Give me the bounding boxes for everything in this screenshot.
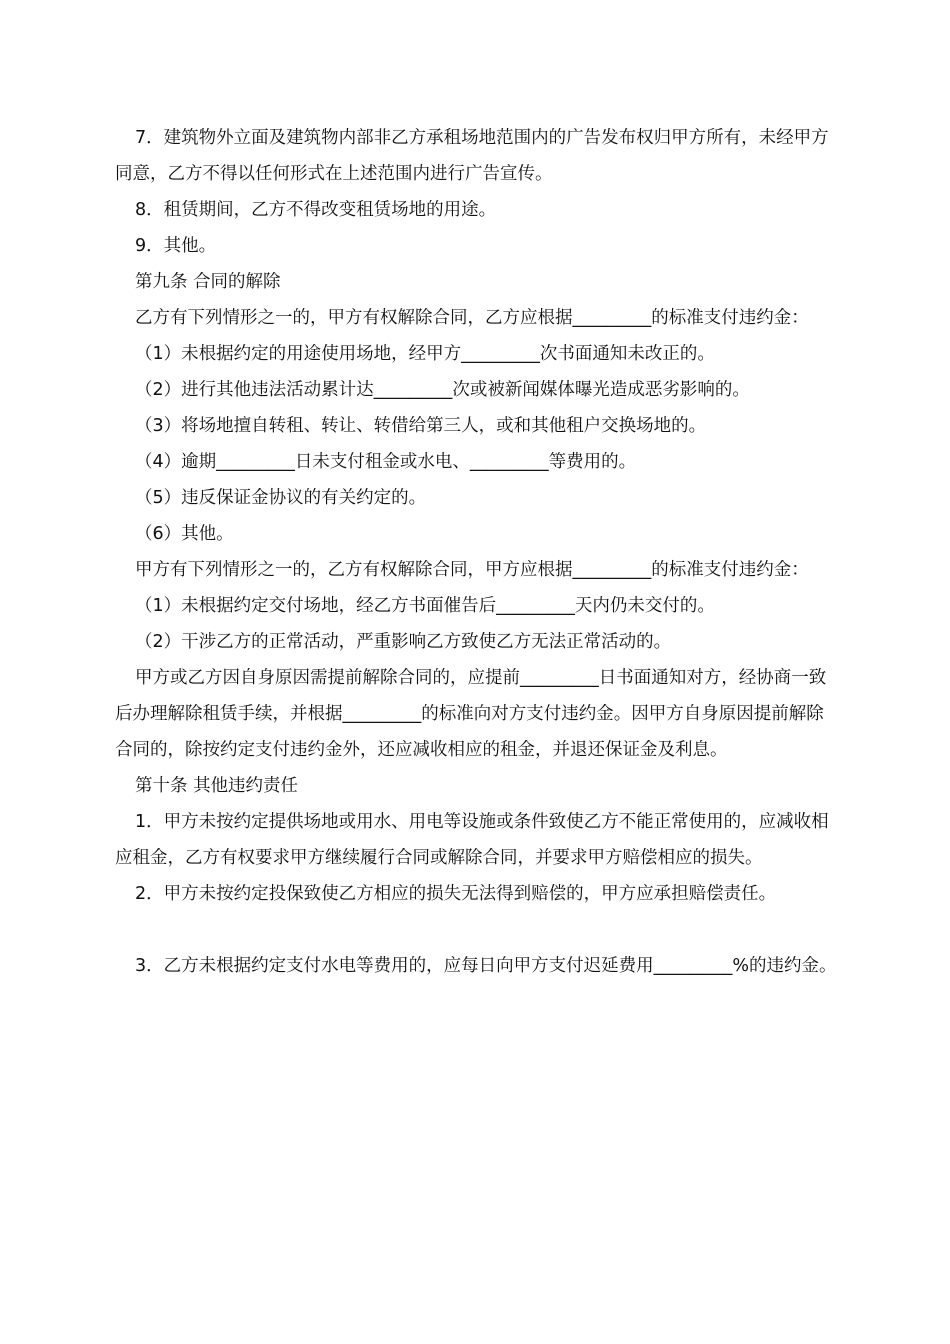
party-b-case-2: （2）进行其他违法活动累计达_________次或被新闻媒体曝光造成恶劣影响的。 xyxy=(135,380,750,400)
clause-10-item-3: 3．乙方未根据约定支付水电等费用的，应每日向甲方支付迟延费用_________%的违约金。 xyxy=(135,956,837,976)
party-b-case-3: （3）将场地擅自转租、转让、转借给第三人，或和其他租户交换场地的。 xyxy=(135,416,707,436)
party-b-case-4: （4）逾期_________日未支付租金或水电、_________等费用的。 xyxy=(135,452,637,472)
section-heading-clause-9: 第九条 合同的解除 xyxy=(135,272,281,292)
early-termination-paragraph: 甲方或乙方因自身原因需提前解除合同的，应提前_________日书面通知对方，经协商一致后办理解除租赁手续，并根据_________的标准向对方支付违约金。因甲方自身原因提前解除合同的，除按约定支付违约金外，还应减收相应的租金，并退还保证金及利息。 xyxy=(115,668,827,760)
party-b-case-6: （6）其他。 xyxy=(135,524,234,544)
clause-10-item-2: 2．甲方未按约定投保致使乙方相应的损失无法得到赔偿的，甲方应承担赔偿责任。 xyxy=(135,884,777,904)
party-b-case-5: （5）违反保证金协议的有关约定的。 xyxy=(135,488,427,508)
party-b-case-1: （1）未根据约定的用途使用场地，经甲方_________次书面通知未改正的。 xyxy=(135,344,715,364)
party-b-termination-intro: 乙方有下列情形之一的，甲方有权解除合同，乙方应根据_________的标准支付违约金： xyxy=(135,308,809,328)
clause-8-item-8: 8．租赁期间，乙方不得改变租赁场地的用途。 xyxy=(135,200,497,220)
clause-8-item-7: 7．建筑物外立面及建筑物内部非乙方承租场地范围内的广告发布权归甲方所有，未经甲方同意，乙方不得以任何形式在上述范围内进行广告宣传。 xyxy=(115,128,829,184)
section-heading-clause-10: 第十条 其他违约责任 xyxy=(135,776,299,796)
party-a-case-2: （2）干涉乙方的正常活动，严重影响乙方致使乙方无法正常活动的。 xyxy=(135,632,672,652)
party-a-termination-intro: 甲方有下列情形之一的，乙方有权解除合同，甲方应根据_________的标准支付违约金： xyxy=(135,560,809,580)
document-body xyxy=(115,120,837,984)
party-a-case-1: （1）未根据约定交付场地，经乙方书面催告后_________天内仍未交付的。 xyxy=(135,596,715,616)
clause-8-item-9: 9．其他。 xyxy=(135,236,217,256)
clause-10-item-1: 1．甲方未按约定提供场地或用水、用电等设施或条件致使乙方不能正常使用的，应减收相应租金，乙方有权要求甲方继续履行合同或解除合同，并要求甲方赔偿相应的损失。 xyxy=(115,812,829,868)
paragraph-gap xyxy=(115,912,837,948)
